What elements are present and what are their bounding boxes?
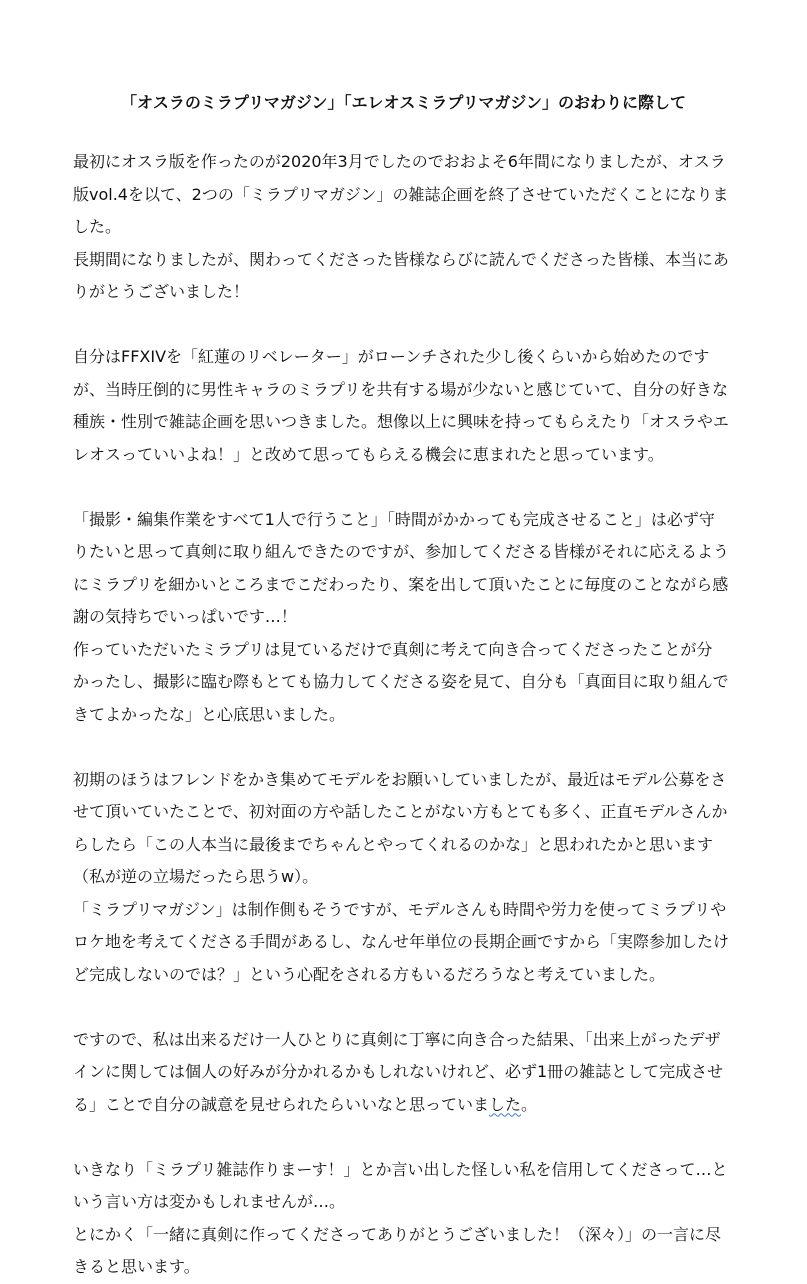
- paragraph-5: [73, 1024, 743, 1122]
- paragraph-gap: [73, 309, 743, 342]
- spellcheck-marked-text: した: [489, 1094, 522, 1114]
- text-line: 版vol.4を以て、2つの「ミラプリマガジン」の雑誌企画を終了させていただくことになりま: [73, 184, 729, 204]
- text-line: ですので、私は出来るだけ一人ひとりに真剣に丁寧に向き合った結果、「出来上がったデザ: [73, 1029, 721, 1049]
- paragraph-gap: [73, 471, 743, 504]
- text-line: かったし、撮影に臨む際もとても協力してくださる姿を見て、自分も「真面目に取り組んで: [73, 672, 729, 691]
- text-line: した。: [73, 217, 122, 236]
- text-segment: る」ことで自分の誠意を見せられたらいいなと思っていま: [73, 1094, 490, 1114]
- text-line: 初期のほうはフレンドをかき集めてモデルをお願いしていましたが、最近はモデル公募をさ: [73, 769, 727, 789]
- text-line: りたいと思って真剣に取り組んできたのですが、参加してくださる皆様がそれに応えるよう: [73, 542, 730, 561]
- text-line: 長期間になりましたが、関わってくださった皆様ならびに読んでくださった皆様、本当にあ: [73, 249, 729, 269]
- text-line: 謝の気持ちでいっぱいです…！: [73, 607, 297, 626]
- text-line: [73, 1089, 743, 1122]
- paragraph-gap: [73, 731, 743, 764]
- text-line: （私が逆の立場だったら思うw）。: [73, 867, 319, 886]
- text-line: 最初にオスラ版を作ったのが2020年3月でしたのでおおよそ6年間になりましたが、オスラ: [73, 152, 726, 171]
- text-line: ロケ地を考えてくださる手間があるし、なんせ年単位の長期企画ですから「実際参加したけ: [73, 932, 730, 951]
- text-line: りがとうございました！: [73, 282, 250, 301]
- text-line: いきなり「ミラプリ雑誌作りまーす！」とか言い出した怪しい私を信用してくださって…と: [73, 1159, 728, 1179]
- text-line: とにかく「一緒に真剣に作ってくださってありがとうございました！（深々）」の一言に尽: [73, 1224, 722, 1244]
- text-line: 「ミラプリマガジン」は制作側もそうですが、モデルさんも時間や労力を使ってミラプリや: [73, 899, 727, 919]
- paragraph-2: [73, 341, 743, 471]
- paragraph-6: [73, 1154, 743, 1284]
- text-line: にミラプリを細かいところまでこだわったり、案を出して頂いたことに毎度のことながら感: [73, 574, 729, 594]
- text-line: 作っていただいたミラプリは見ているだけで真剣に考えて向き合ってくださったことが分: [73, 639, 713, 659]
- text-line: 種族・性別で雑誌企画を思いつきました。想像以上に興味を持ってもらえたり「オスラやエ: [73, 412, 729, 431]
- text-line: せて頂いていたことで、初対面の方や話したことがない方もとても多く、正直モデルさんか: [73, 802, 728, 821]
- document-title: 「オスラのミラプリマガジン」「エレオスミラプリマガジン」のおわりに際して: [121, 93, 686, 112]
- text-line: いう言い方は変かもしれませんが…。: [73, 1192, 346, 1211]
- text-line: インに関しては個人の好みが分かれるかもしれないけれど、必ず1冊の雑誌として完成させ: [73, 1062, 724, 1081]
- text-line: が、当時圧倒的に男性キャラのミラプリを共有する場が少ないと感じていて、自分の好きな: [73, 379, 729, 399]
- text-line: らしたら「この人本当に最後までちゃんとやってくれるのかな」と思われたかと思います: [73, 834, 714, 854]
- paragraph-4: [73, 764, 743, 992]
- paragraph-1: [73, 146, 743, 309]
- text-segment: 。: [521, 1094, 538, 1114]
- text-line: ど完成しないのでは？」という心配をされる方もいるだろうなと考えていました。: [73, 964, 666, 984]
- paragraph-gap: [73, 1121, 743, 1154]
- paragraph-gap: [73, 991, 743, 1024]
- text-line: 「撮影・編集作業をすべて1人で行うこと」「時間がかかっても完成させること」は必ず守: [73, 509, 715, 529]
- text-line: 自分はFFXIVを「紅蓮のリベレーター」がローンチされた少し後くらいから始めたのです: [73, 347, 710, 366]
- document-body: [73, 146, 743, 1284]
- text-line: きると思います。: [73, 1257, 200, 1276]
- text-line: レオスっていいよね！」と改めて思ってもらえる機会に恵まれたと思っています。: [73, 444, 664, 464]
- paragraph-3: [73, 504, 743, 732]
- text-line: きてよかったな」と心底思いました。: [73, 704, 346, 724]
